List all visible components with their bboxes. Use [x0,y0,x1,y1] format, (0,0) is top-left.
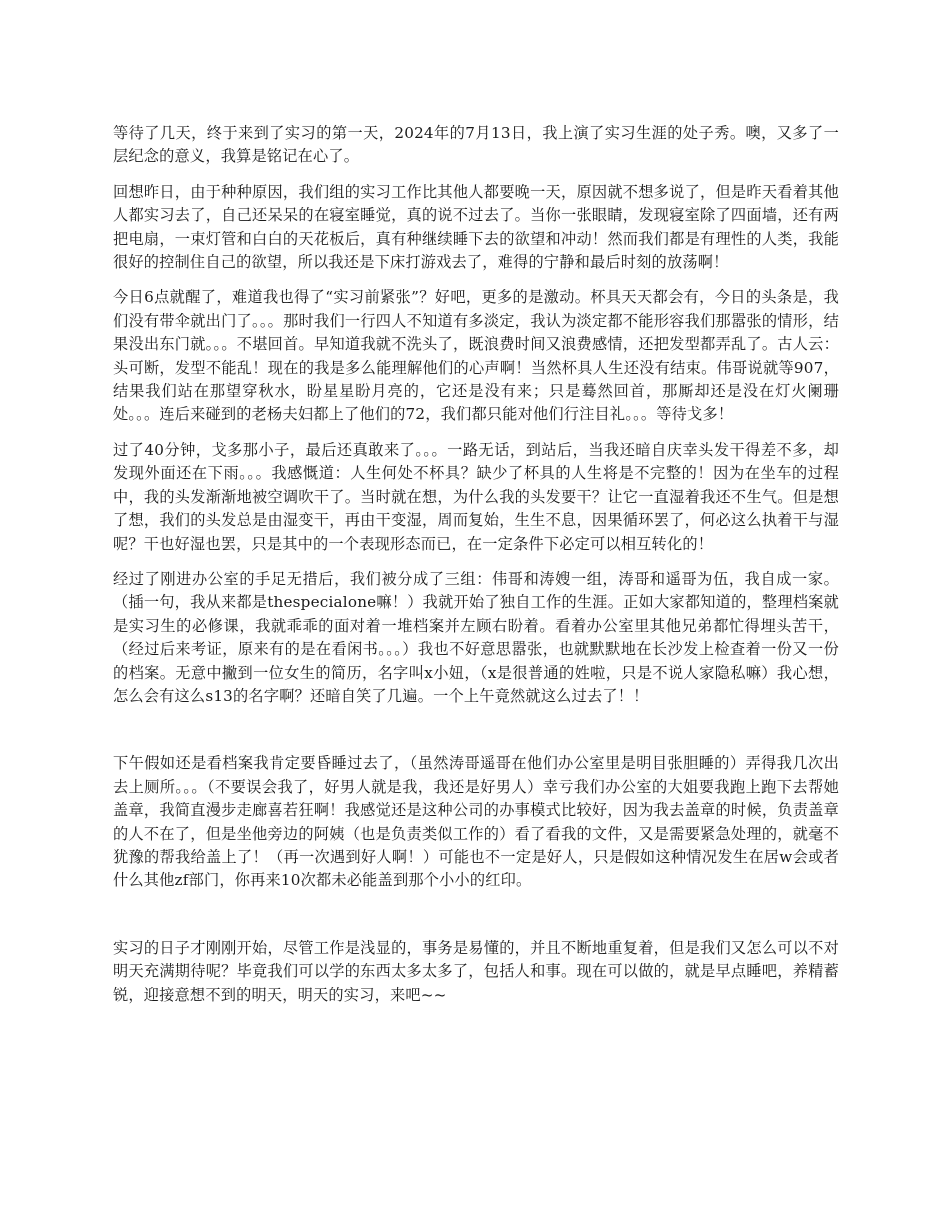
document-body [113,122,839,1019]
paragraph-yesterday: 回想昨日，由于种种原因，我们组的实习工作比其他人都要晚一天，原因就不想多说了，但是昨天看着其他人都实习去了，自己还呆呆的在寝室睡觉，真的说不过去了。当你一张眼睛，发现寝室除了四面墙，还有两把电扇，一束灯管和白白的天花板后，真有种继续睡下去的欲望和冲动！然而我们都是有理性的人类，我能很好的控制住自己的欲望，所以我还是下床打游戏去了，难得的宁静和最后时刻的放荡啊！ [113,182,839,272]
paragraph-afternoon: 下午假如还是看档案我肯定要昏睡过去了，（虽然涛哥遥哥在他们办公室里是明目张胆睡的）弄得我几次出去上厕所。。。（不要误会我了，好男人就是我，我还是好男人）幸亏我们办公室的大姐要我跑上跑下去帮她盖章，我简直漫步走廊喜若狂啊！我感觉还是这种公司的办事模式比较好，因为我去盖章的时候，负责盖章的人不在了，但是坐他旁边的阿姨（也是负责类似工作的）看了看我的文件，又是需要紧急处理的，就毫不犹豫的帮我给盖上了！（再一次遇到好人啊！）可能也不一定是好人，只是假如这种情况发生在居w会或者什么其他zf部门，你再来10次都未必能盖到那个小小的红印。 [113,754,839,890]
paragraph-first-day: 等待了几天，终于来到了实习的第一天，2024年的7月13日，我上演了实习生涯的处子秀。噢，又多了一层纪念的意义，我算是铭记在心了。 [113,124,839,166]
paragraph-waiting: 过了40分钟，戈多那小子，最后还真敢来了。。。一路无话，到站后，当我还暗自庆幸头发干得差不多，却发现外面还在下雨。。。我感慨道：人生何处不杯具？缺少了杯具的人生将是不完整的！因为在坐车的过程中，我的头发渐渐地被空调吹干了。当时就在想，为什么我的头发要干？让它一直湿着我还不生气。但是想了想，我们的头发总是由湿变干，再由干变湿，周而复始，生生不息，因果循环罢了，何必这么执着干与湿呢？干也好湿也罢，只是其中的一个表现形态而已，在一定条件下必定可以相互转化的！ [113,440,839,553]
paragraph-morning: 今日6点就醒了，难道我也得了“实习前紧张”？好吧，更多的是激动。杯具天天都会有，今日的头条是，我们没有带伞就出门了。。。那时我们一行四人不知道有多淡定，我认为淡定都不能形容我们那嚣张的情形，结果没出东门就。。。不堪回首。早知道我就不洗头了，既浪费时间又浪费感情，还把发型都弄乱了。古人云：头可断，发型不能乱！现在的我是多么能理解他们的心声啊！当然杯具人生还没有结束。伟哥说就等907，结果我们站在那望穿秋水，盼星星盼月亮的，它还是没有来；只是蓦然回首，那厮却还是没在灯火阑珊处。。。连后来碰到的老杨夫妇都上了他们的72，我们都只能对他们行注目礼。。。等待戈多！ [113,288,839,424]
paragraph-conclusion: 实习的日子才刚刚开始，尽管工作是浅显的，事务是易懂的，并且不断地重复着，但是我们又怎么可以不对明天充满期待呢？毕竟我们可以学的东西太多太多了，包括人和事。现在可以做的，就是早点睡吧，养精蓄锐，迎接意想不到的明天，明天的实习，来吧~~ [113,938,839,1004]
paragraph-office: 经过了刚进办公室的手足无措后，我们被分成了三组：伟哥和涛嫂一组，涛哥和遥哥为伍，我自成一家。（插一句，我从来都是thespecialone嘛！）我就开始了独自工作的生涯。正如大家都知道的，整理档案就是实习生的必修课，我就乖乖的面对着一堆档案并左顾右盼着。看着办公室里其他兄弟都忙得埋头苦干，（经过后来考证，原来有的是在看闲书。。。）我也不好意思嚣张，也就默默地在长沙发上检查着一份又一份的档案。无意中撇到一位女生的简历，名字叫x小妞，（x是很普通的姓啦，只是不说人家隐私嘛）我心想，怎么会有这么s13的名字啊？还暗自笑了几遍。一个上午竟然就这么过去了！！ [113,569,839,705]
